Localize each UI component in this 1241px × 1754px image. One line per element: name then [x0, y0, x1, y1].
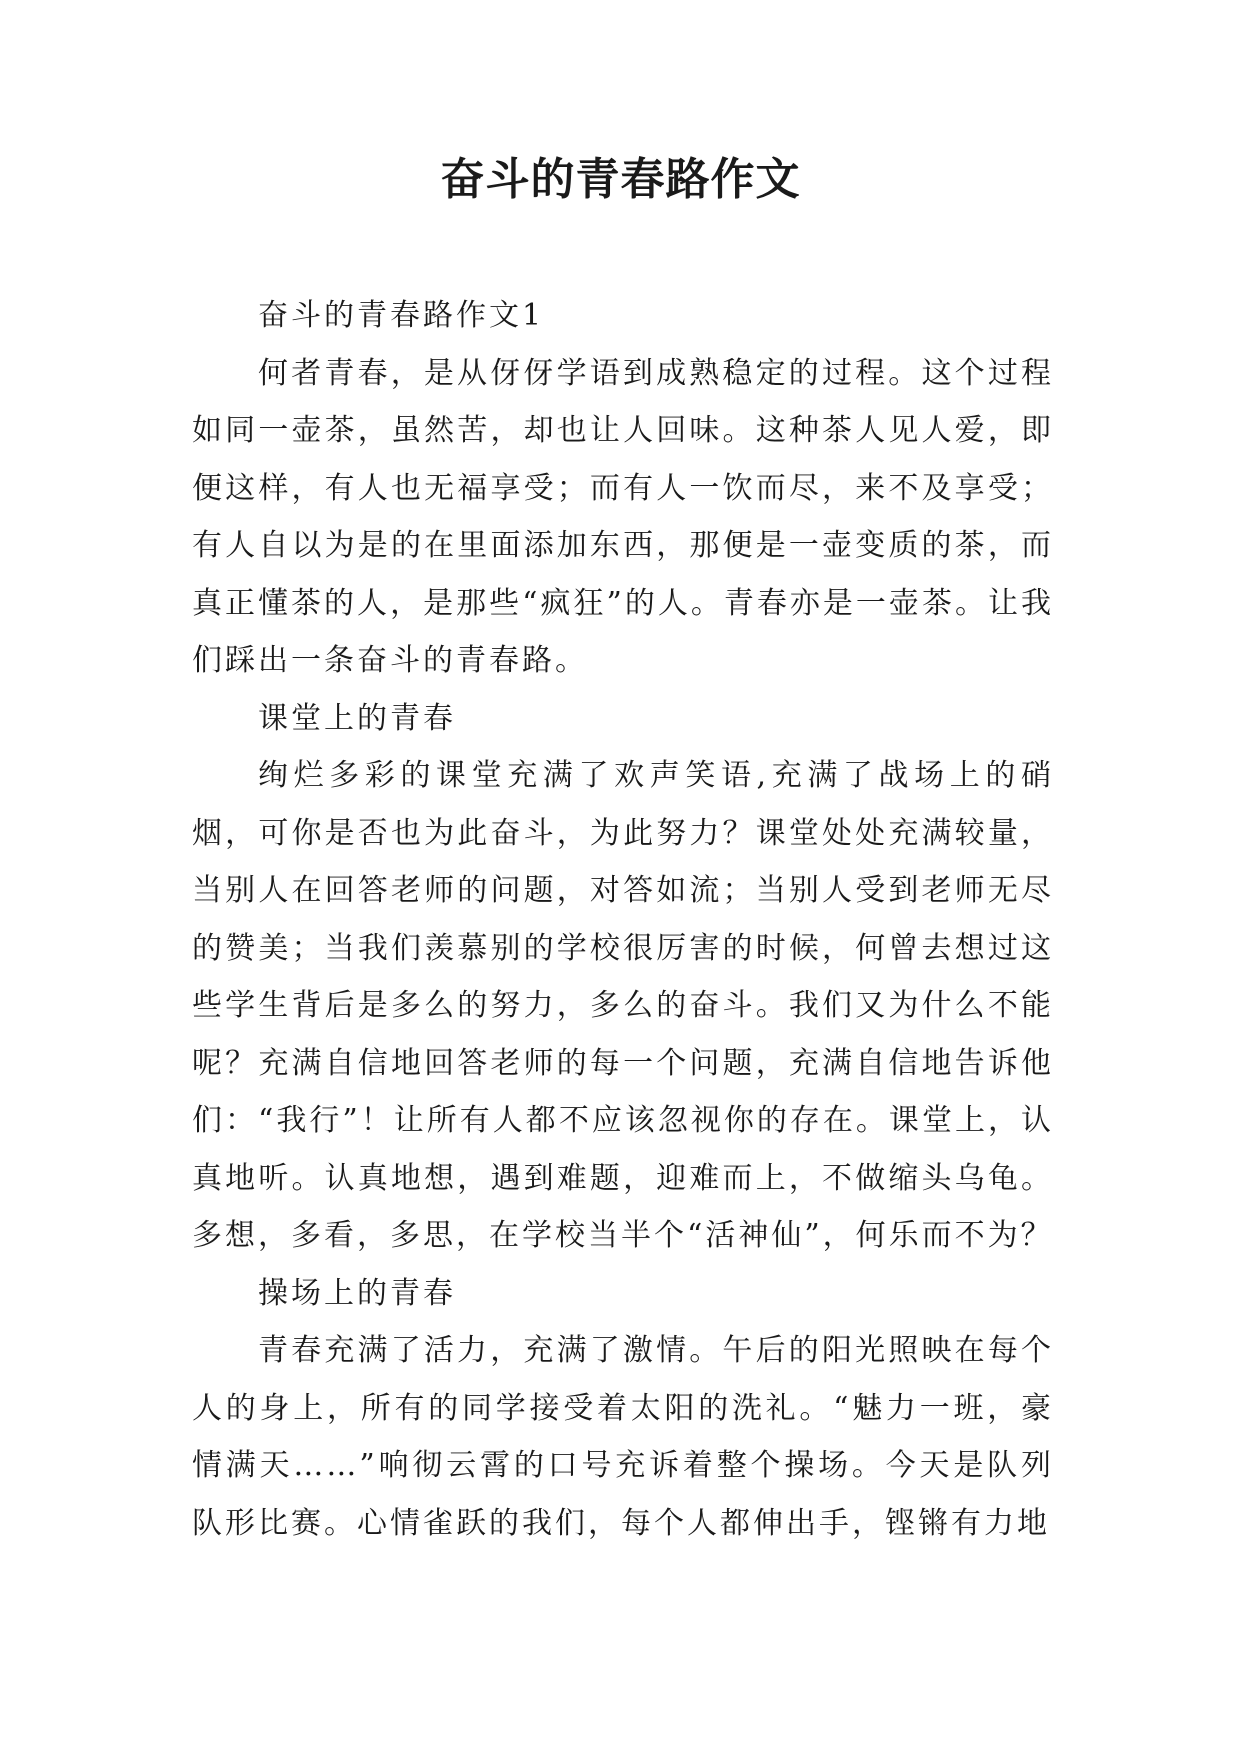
paragraph-playground: 青春充满了活力，充满了激情。午后的阳光照映在每个人的身上，所有的同学接受着太阳的洗礼。“魅力一班，豪情满天……”响彻云霄的口号充诉着整个操场。今天是队列队形比赛。心情雀跃的我们，每个人都伸出手，铿锵有力地: [192, 1333, 1054, 1541]
document-body: [192, 287, 1054, 1552]
paragraph-intro: 何者青春，是从伢伢学语到成熟稳定的过程。这个过程如同一壶茶，虽然苦，却也让人回味。这种茶人见人爱，即便这样，有人也无福享受；而有人一饮而尽，来不及享受；有人自以为是的在里面添加东西，那便是一壶变质的茶，而真正懂茶的人，是那些“疯狂”的人。青春亦是一壶茶。让我们踩出一条奋斗的青春路。: [192, 355, 1054, 678]
section-heading-playground: 操场上的青春: [258, 1275, 456, 1311]
essay-heading: 奋斗的青春路作文1: [258, 298, 545, 333]
section-heading-classroom: 课堂上的青春: [258, 700, 456, 736]
document-title: 奋斗的青春路作文: [440, 154, 801, 205]
paragraph-classroom: 绚烂多彩的课堂充满了欢声笑语,充满了战场上的硝烟，可你是否也为此奋斗，为此努力？课堂处处充满较量，当别人在回答老师的问题，对答如流；当别人受到老师无尽的赞美；当我们羡慕别的学校很厉害的时候，何曾去想过这些学生背后是多么的努力，多么的奋斗。我们又为什么不能呢？充满自信地回答老师的每一个问题，充满自信地告诉他们：“我行”！让所有人都不应该忽视你的存在。课堂上，认真地听。认真地想，遇到难题，迎难而上，不做缩头乌龟。多想，多看，多思，在学校当半个“活神仙”，何乐而不为？: [192, 758, 1054, 1253]
